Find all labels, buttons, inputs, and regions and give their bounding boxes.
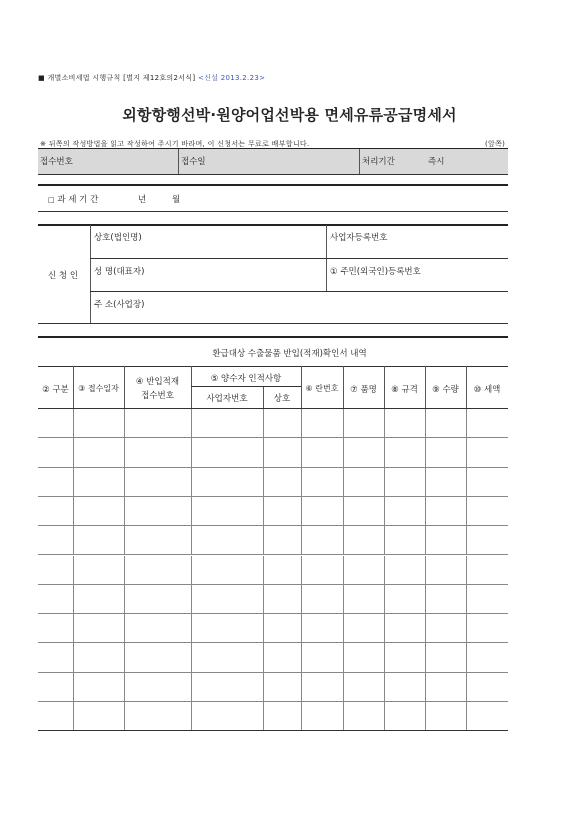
- resident-number-field[interactable]: ① 주민(외국인)등록번호: [330, 267, 421, 277]
- table-cell-divider: [73, 526, 74, 554]
- table-cell-divider: [384, 673, 385, 701]
- table-cell-divider: [301, 556, 302, 584]
- table-cell-divider: [384, 643, 385, 671]
- table-cell-divider: [384, 556, 385, 584]
- table-cell-divider: [425, 497, 426, 525]
- table-cell-divider: [343, 673, 344, 701]
- table-cell-divider: [191, 468, 192, 496]
- table-cell-divider: [124, 643, 125, 671]
- table-cell-divider: [191, 614, 192, 642]
- table-cell-divider: [73, 614, 74, 642]
- header-loading-line1: ④ 반입적재: [135, 377, 180, 387]
- table-cell-divider: [124, 438, 125, 466]
- table-cell-divider: [301, 673, 302, 701]
- table-cell-divider: [301, 497, 302, 525]
- table-cell-divider: [73, 468, 74, 496]
- table-cell-divider: [124, 673, 125, 701]
- table-cell-divider: [343, 526, 344, 554]
- business-registration-field[interactable]: 사업자등록번호: [330, 233, 388, 243]
- address-field[interactable]: 주 소(사업장): [94, 300, 145, 310]
- table-cell-divider: [73, 673, 74, 701]
- table-cell-divider: [263, 614, 264, 642]
- table-cell-divider: [466, 702, 467, 730]
- table-cell-divider: [73, 702, 74, 730]
- divider: [90, 291, 508, 292]
- table-cell-divider: [384, 702, 385, 730]
- table-row[interactable]: [38, 468, 508, 497]
- tax-period-field[interactable]: [48, 193, 98, 205]
- table-cell-divider: [466, 614, 467, 642]
- table-cell-divider: [343, 643, 344, 671]
- table-cell-divider: [425, 556, 426, 584]
- table-cell-divider: [191, 526, 192, 554]
- divider: [38, 211, 508, 212]
- table-cell-divider: [466, 409, 467, 437]
- year-label: 년: [138, 195, 147, 205]
- table-cell-divider: [73, 497, 74, 525]
- table-cell-divider: [191, 585, 192, 613]
- page-title: 외항항행선박·원양어업선박용 면세유류공급명세서: [122, 106, 457, 124]
- header-spec: ⑧ 규격: [391, 385, 418, 395]
- table-row[interactable]: [38, 438, 508, 467]
- table-row[interactable]: [38, 702, 508, 731]
- table-cell-divider: [384, 438, 385, 466]
- table-cell-divider: [343, 614, 344, 642]
- tax-period-label: 과 세 기 간: [57, 195, 99, 205]
- table-cell-divider: [301, 438, 302, 466]
- table-row[interactable]: [38, 556, 508, 585]
- table-cell-divider: [73, 438, 74, 466]
- table-cell-divider: [466, 673, 467, 701]
- table-cell-divider: [425, 614, 426, 642]
- table-cell-divider: [466, 526, 467, 554]
- table-cell-divider: [301, 409, 302, 437]
- table-cell-divider: [343, 409, 344, 437]
- table-row[interactable]: [38, 643, 508, 672]
- table-row[interactable]: [38, 409, 508, 438]
- table-cell-divider: [466, 468, 467, 496]
- table-cell-divider: [73, 643, 74, 671]
- table-cell-divider: [425, 526, 426, 554]
- table-title: 환급대상 수출물품 반입(적재)확인서 내역: [212, 349, 367, 359]
- header-category: ② 구분: [42, 385, 69, 395]
- table-cell-divider: [466, 438, 467, 466]
- bullet-icon: ■: [38, 74, 45, 82]
- table-cell-divider: [425, 438, 426, 466]
- table-cell-divider: [466, 585, 467, 613]
- processing-period-value: 즉시: [428, 157, 445, 167]
- month-label: 월: [172, 195, 181, 205]
- applicant-section-label: 신 청 인: [48, 271, 79, 281]
- table-cell-divider: [191, 673, 192, 701]
- divider: [38, 174, 508, 175]
- table-cell-divider: [263, 438, 264, 466]
- table-row[interactable]: [38, 526, 508, 555]
- representative-field[interactable]: 성 명(대표자): [94, 267, 145, 277]
- divider: [90, 258, 508, 259]
- table-cell-divider: [343, 702, 344, 730]
- table-cell-divider: [263, 468, 264, 496]
- table-cell-divider: [425, 409, 426, 437]
- table-cell-divider: [263, 643, 264, 671]
- table-cell-divider: [343, 497, 344, 525]
- section-border: [38, 224, 508, 226]
- header-loading-line2: 접수번호: [141, 391, 174, 401]
- table-row[interactable]: [38, 673, 508, 702]
- table-cell-divider: [124, 585, 125, 613]
- receipt-date-label: 접수일: [181, 157, 206, 167]
- table-cell-divider: [124, 468, 125, 496]
- table-cell-divider: [384, 409, 385, 437]
- table-cell-divider: [263, 673, 264, 701]
- section-border: [38, 336, 508, 338]
- table-cell-divider: [73, 409, 74, 437]
- table-cell-divider: [384, 497, 385, 525]
- header-item-name: ⑦ 품명: [350, 385, 377, 395]
- table-cell-divider: [466, 556, 467, 584]
- table-cell-divider: [263, 585, 264, 613]
- regulation-header: [38, 73, 265, 83]
- table-cell-divider: [263, 702, 264, 730]
- table-cell-divider: [301, 643, 302, 671]
- regulation-text: 개별소비세법 시행규칙 [별지 제12호의2서식]: [47, 74, 196, 82]
- table-cell-divider: [301, 468, 302, 496]
- divider: [359, 149, 360, 174]
- checkbox-icon[interactable]: □: [48, 196, 55, 204]
- table-cell-divider: [384, 614, 385, 642]
- divider: [178, 149, 179, 174]
- table-cell-divider: [466, 497, 467, 525]
- table-cell-divider: [425, 643, 426, 671]
- table-cell-divider: [343, 585, 344, 613]
- processing-period-label: 처리기간: [362, 157, 395, 167]
- table-cell-divider: [301, 702, 302, 730]
- table-cell-divider: [425, 468, 426, 496]
- table-cell-divider: [191, 556, 192, 584]
- divider: [38, 366, 508, 367]
- table-cell-divider: [124, 526, 125, 554]
- table-cell-divider: [191, 409, 192, 437]
- table-cell-divider: [343, 438, 344, 466]
- table-cell-divider: [73, 556, 74, 584]
- header-tax-amount: ⑩ 세액: [473, 385, 501, 395]
- table-cell-divider: [425, 585, 426, 613]
- table-cell-divider: [191, 438, 192, 466]
- divider: [90, 225, 91, 323]
- table-cell-divider: [343, 556, 344, 584]
- table-cell-divider: [263, 409, 264, 437]
- receipt-number-label: 접수번호: [40, 157, 73, 167]
- table-cell-divider: [425, 702, 426, 730]
- table-cell-divider: [384, 585, 385, 613]
- divider: [124, 366, 125, 408]
- table-row[interactable]: [38, 614, 508, 643]
- table-cell-divider: [124, 702, 125, 730]
- header-quantity: ⑨ 수량: [432, 385, 459, 395]
- table-cell-divider: [301, 526, 302, 554]
- table-cell-divider: [384, 468, 385, 496]
- side-label: (앞쪽): [485, 140, 506, 148]
- header-transferee: ⑤ 양수자 인적사항: [210, 374, 282, 384]
- table-cell-divider: [301, 614, 302, 642]
- table-cell-divider: [263, 556, 264, 584]
- table-cell-divider: [124, 497, 125, 525]
- table-cell-divider: [263, 497, 264, 525]
- table-cell-divider: [191, 643, 192, 671]
- section-border: [38, 184, 508, 186]
- table-cell-divider: [124, 614, 125, 642]
- table-cell-divider: [124, 556, 125, 584]
- table-row[interactable]: [38, 497, 508, 526]
- table-cell-divider: [466, 643, 467, 671]
- table-cell-divider: [191, 702, 192, 730]
- header-business-number: 사업자번호: [206, 394, 248, 404]
- table-cell-divider: [425, 673, 426, 701]
- table-cell-divider: [301, 585, 302, 613]
- divider: [191, 386, 301, 387]
- table-cell-divider: [384, 526, 385, 554]
- table-cell-divider: [263, 526, 264, 554]
- table-cell-divider: [343, 468, 344, 496]
- header-column-number: ⑥ 란번호: [305, 384, 339, 393]
- table-bottom-border: [38, 730, 508, 731]
- table-cell-divider: [191, 497, 192, 525]
- notice-text: ※ 뒤쪽의 작성방법을 읽고 작성하여 주시기 바라며, 이 신청서는 무료로 배부합니다.: [40, 140, 310, 148]
- company-name-field[interactable]: 상호(법인명): [94, 233, 142, 243]
- table-cell-divider: [124, 409, 125, 437]
- table-row[interactable]: [38, 585, 508, 614]
- table-cell-divider: [73, 585, 74, 613]
- revision-text: <신설 2013.2.23>: [197, 74, 266, 82]
- header-receipt-date: ③ 접수일자: [78, 384, 119, 393]
- header-company: 상호: [273, 394, 291, 404]
- divider: [38, 323, 508, 324]
